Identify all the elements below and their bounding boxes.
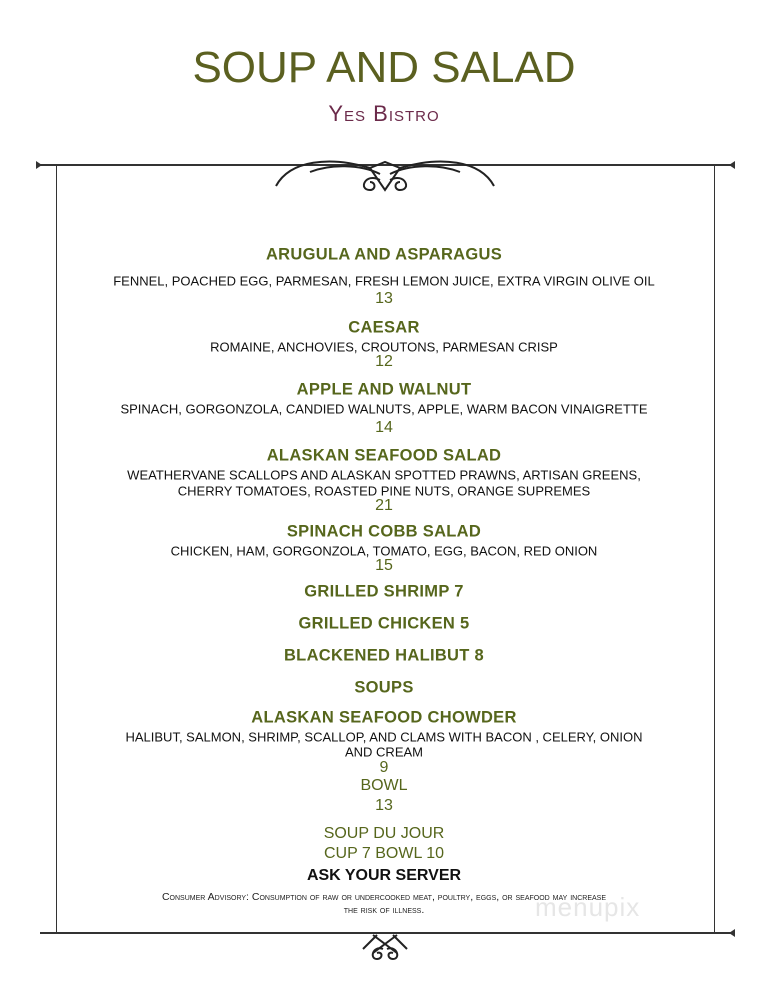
consumer-advisory: the risk of illness. — [343, 904, 425, 916]
item-name: SOUP DU JOUR — [323, 825, 445, 842]
ask-server-note: ASK YOUR SERVER — [306, 867, 462, 884]
addon-item: BLACKENED HALIBUT 8 — [283, 646, 485, 665]
item-description: FENNEL, POACHED EGG, PARMESAN, FRESH LEMON JUICE, EXTRA VIRGIN OLIVE OIL — [113, 273, 655, 289]
restaurant-name: Yes Bistro — [328, 101, 440, 126]
item-description: WEATHERVANE SCALLOPS AND ALASKAN SPOTTED PRAWNS, ARTISAN GREENS, — [127, 467, 641, 483]
item-description: AND CREAM — [344, 744, 423, 760]
page-title: SOUP AND SALAD — [192, 43, 576, 92]
item-name: ALASKAN SEAFOOD CHOWDER — [251, 708, 517, 727]
item-name: ALASKAN SEAFOOD SALAD — [266, 446, 502, 465]
item-description: ROMAINE, ANCHOVIES, CROUTONS, PARMESAN CRISP — [210, 339, 558, 355]
item-description: CHERRY TOMATOES, ROASTED PINE NUTS, ORANGE SUPREMES — [177, 483, 591, 499]
addon-item: GRILLED CHICKEN 5 — [298, 614, 470, 633]
item-description: SPINACH, GORGONZOLA, CANDIED WALNUTS, APPLE, WARM BACON VINAIGRETTE — [120, 401, 648, 417]
item-price: 13 — [375, 797, 393, 814]
item-description: HALIBUT, SALMON, SHRIMP, SCALLOP, AND CLAMS WITH BACON , CELERY, ONION — [125, 729, 643, 745]
item-price: 14 — [375, 419, 393, 436]
item-price: CUP 7 BOWL 10 — [323, 845, 445, 862]
item-price: 13 — [375, 290, 393, 307]
flourish-bottom-icon — [355, 933, 415, 963]
item-description: CHICKEN, HAM, GORGONZOLA, TOMATO, EGG, BACON, RED ONION — [170, 543, 598, 559]
item-name: ARUGULA AND ASPARAGUS — [265, 245, 503, 264]
addon-item: GRILLED SHRIMP 7 — [304, 582, 464, 601]
watermark: menupix — [535, 892, 641, 922]
section-heading-soups: SOUPS — [354, 678, 414, 697]
item-name: SPINACH COBB SALAD — [286, 522, 482, 541]
item-price: 15 — [375, 557, 393, 574]
bowl-label: BOWL — [360, 777, 408, 794]
consumer-advisory: Consumer Advisory: Consumption of raw or undercooked meat, poultry, eggs, or seafood may increase — [161, 891, 607, 903]
item-price: 9 — [379, 759, 389, 776]
item-price: 21 — [375, 497, 393, 514]
item-name: APPLE AND WALNUT — [296, 380, 472, 399]
item-price: 12 — [375, 353, 393, 370]
flourish-top-icon — [270, 150, 500, 200]
item-name: CAESAR — [348, 318, 420, 337]
